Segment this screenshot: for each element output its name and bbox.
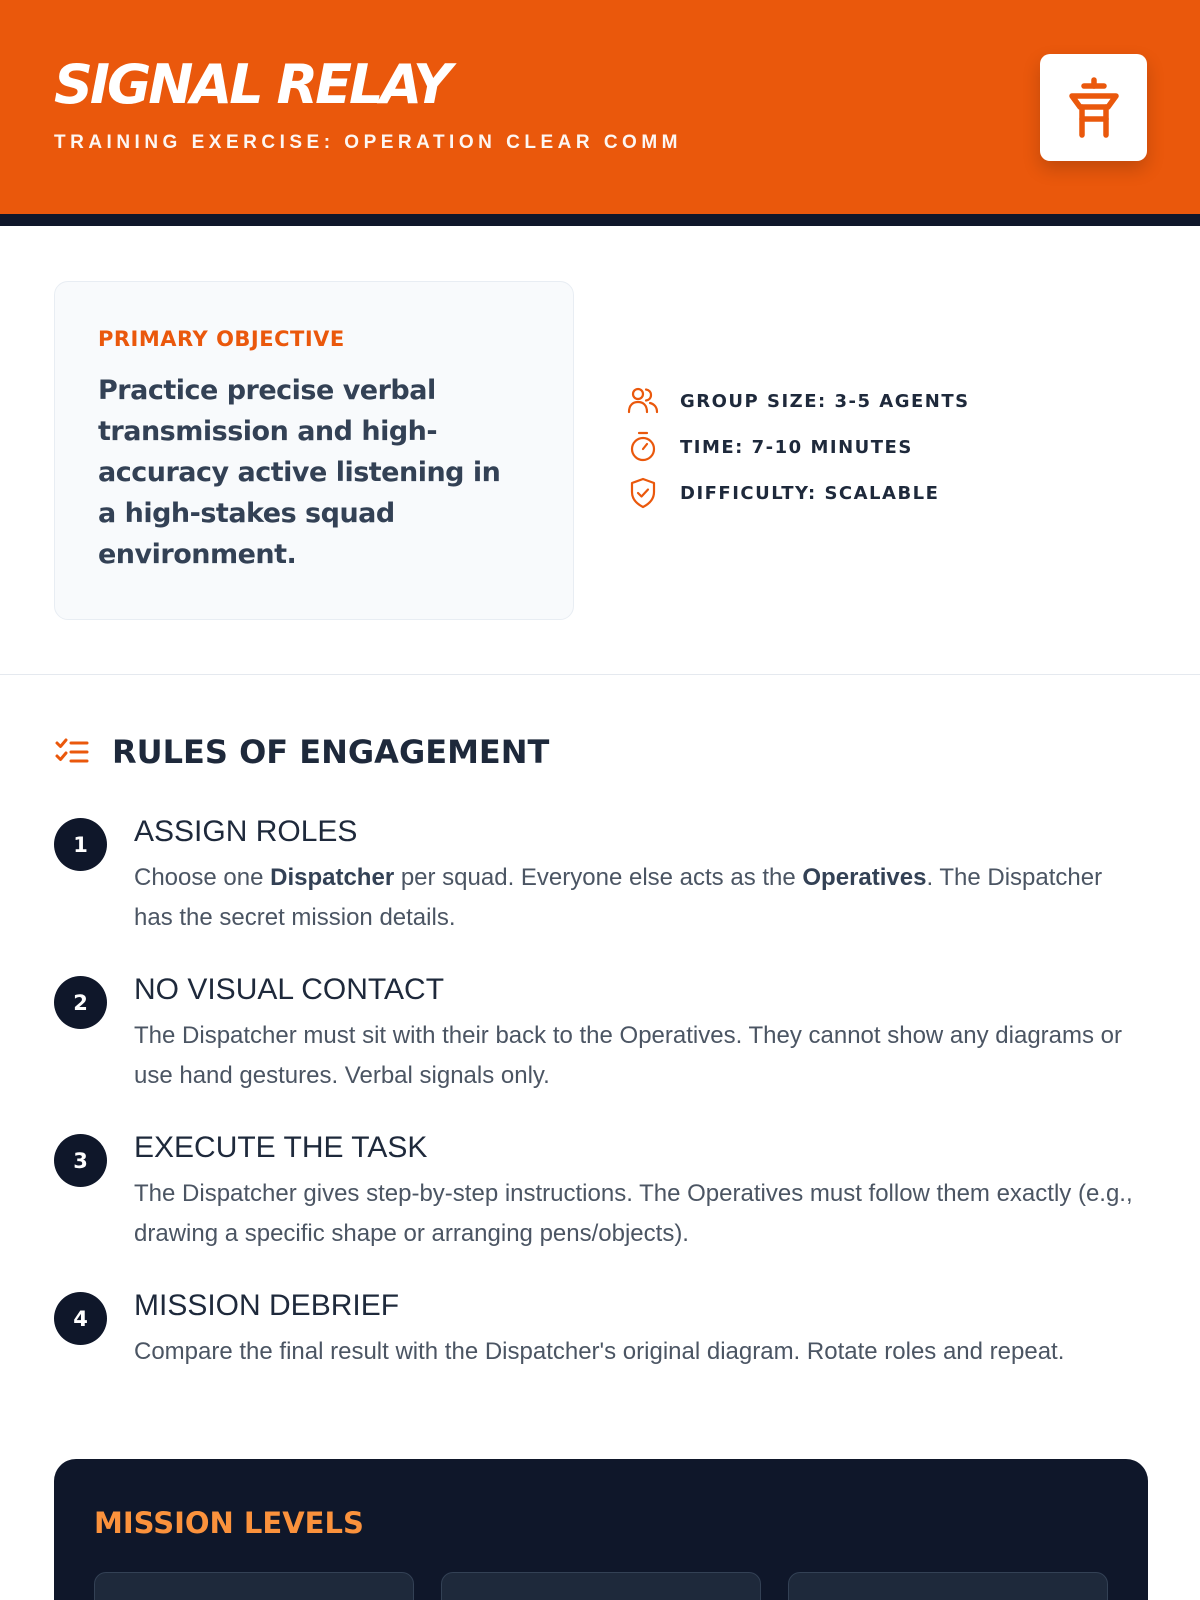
- rule-number-badge: 3: [54, 1134, 107, 1187]
- rule-title: NO VISUAL CONTACT: [134, 973, 445, 1006]
- rule-text: . The Dispatcher has the secret mission details.: [134, 864, 1103, 931]
- rules-title: RULES OF ENGAGEMENT: [112, 733, 550, 771]
- rule-text: The Dispatcher gives step-by-step instructions. The Operatives must follow them exactly (e.g., drawing a specific shape or arranging pens/objects).: [134, 1180, 1133, 1247]
- level-card: [788, 1572, 1108, 1600]
- stat-difficulty-text: DIFFICULTY: SCALABLE: [680, 482, 940, 504]
- objective-text: Practice precise verbal transmission and high-accuracy active listening in a high-stakes squad environment.: [98, 375, 501, 570]
- rule-title: EXECUTE THE TASK: [134, 1131, 428, 1164]
- stat-group-size-text: GROUP SIZE: 3-5 AGENTS: [680, 390, 970, 412]
- objective-card: [54, 281, 574, 620]
- page-header: [0, 0, 1200, 214]
- rule-description: [134, 1016, 1134, 1096]
- rule-keyword: Operatives: [802, 864, 927, 891]
- mission-levels-panel: [54, 1459, 1148, 1600]
- rule-number-badge: 4: [54, 1292, 107, 1345]
- rule-keyword: Dispatcher: [270, 864, 395, 891]
- section-divider: [0, 674, 1200, 675]
- page-subtitle: TRAINING EXERCISE: OPERATION CLEAR COMM: [54, 132, 682, 153]
- mission-levels-title: MISSION LEVELS: [94, 1506, 364, 1540]
- shield-check-icon: [626, 476, 660, 510]
- rule-text: The Dispatcher must sit with their back to the Operatives. They cannot show any diagrams or use hand gestures. Verbal signals only.: [134, 1022, 1123, 1089]
- level-card: [441, 1572, 761, 1600]
- control-tower-icon: [1068, 77, 1120, 139]
- rule-description: [134, 1174, 1134, 1254]
- stopwatch-icon: [626, 430, 660, 464]
- rule-text: Compare the final result with the Dispatcher's original diagram. Rotate roles and repeat.: [134, 1338, 1065, 1365]
- stat-time-text: TIME: 7-10 MINUTES: [680, 436, 913, 458]
- rule-number-badge: 2: [54, 976, 107, 1029]
- users-icon: [626, 384, 660, 418]
- logo-badge: [1040, 54, 1147, 161]
- stat-group-size: [626, 386, 970, 416]
- stat-time: [626, 432, 913, 462]
- stat-difficulty: [626, 478, 939, 508]
- rule-text: per squad. Everyone else acts as the: [394, 864, 803, 891]
- rule-title: ASSIGN ROLES: [134, 815, 358, 848]
- objective-label: PRIMARY OBJECTIVE: [98, 327, 345, 351]
- rule-description: [134, 1332, 1134, 1372]
- page-title: SIGNAL RELAY: [54, 53, 450, 116]
- checklist-icon: [54, 737, 90, 767]
- rule-text: Choose one: [134, 864, 271, 891]
- level-card: [94, 1572, 414, 1600]
- rules-heading: [54, 732, 549, 772]
- rule-description: [134, 858, 1134, 938]
- rule-number-badge: 1: [54, 818, 107, 871]
- header-divider: [0, 214, 1200, 226]
- rule-title: MISSION DEBRIEF: [134, 1289, 400, 1322]
